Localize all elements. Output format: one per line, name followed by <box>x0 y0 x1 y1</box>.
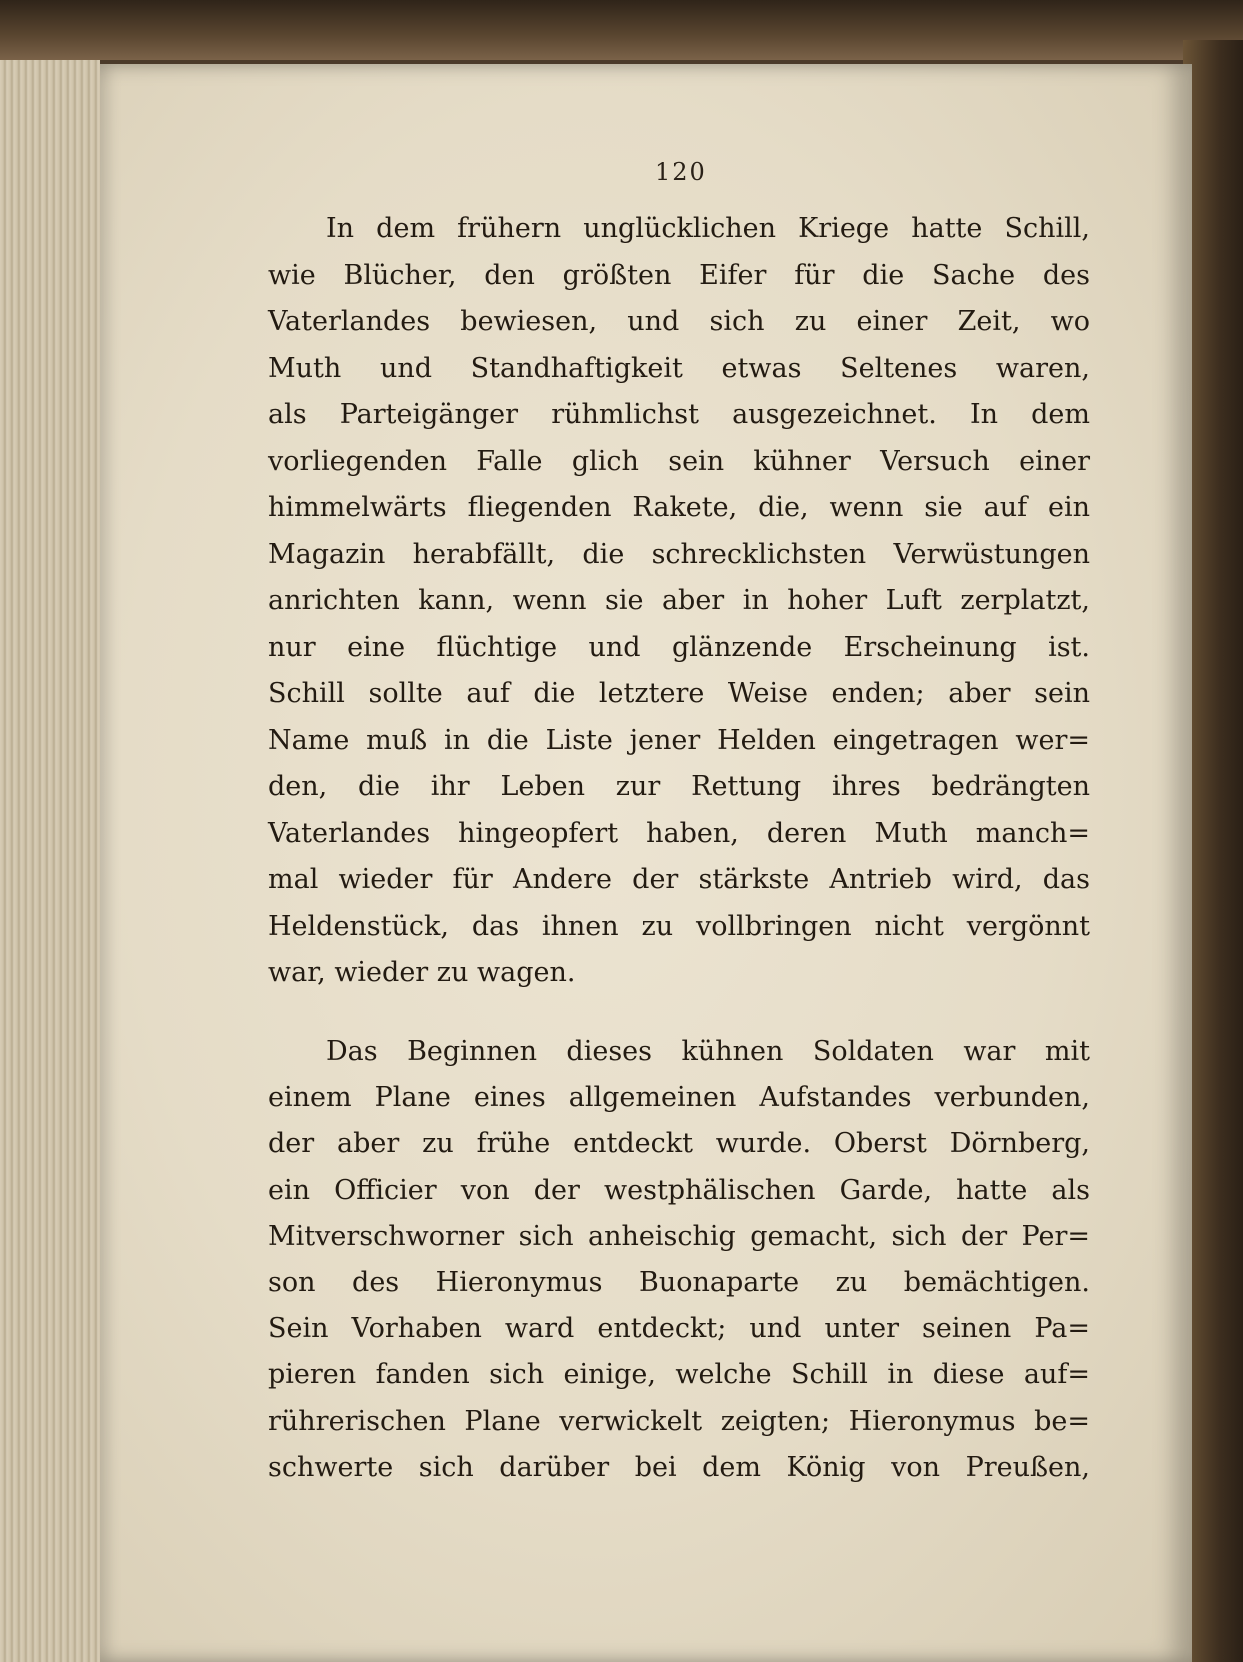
text-line: schwerte sich darüber bei dem König von Preußen, <box>268 1451 1090 1483</box>
page-edges <box>0 60 100 1662</box>
text-line: mal wieder für Andere der stärkste Antrieb wird, das <box>268 864 1090 895</box>
text-line: als Parteigänger rühmlichst ausgezeichnet. In dem <box>268 399 1090 430</box>
text-line: Name muß in die Liste jener Helden eingetragen wer= <box>268 724 1090 756</box>
book-cover-right <box>1183 40 1243 1662</box>
text-line: vorliegenden Falle glich sein kühner Versuch einer <box>268 445 1090 477</box>
text-line: anrichten kann, wenn sie aber in hoher Luft zerplatzt, <box>268 585 1090 616</box>
text-line: son des Hieronymus Buonaparte zu bemächtigen. <box>268 1266 1090 1298</box>
text-line: Magazin herabfällt, die schrecklichsten Verwüstungen <box>268 538 1090 570</box>
text-line: Heldenstück, das ihnen zu vollbringen nicht vergönnt <box>268 910 1090 942</box>
text-line: Das Beginnen dieses kühnen Soldaten war mit <box>326 1036 1090 1067</box>
text-line: war, wieder zu wagen. <box>268 957 576 988</box>
text-line: Muth und Standhaftigkeit etwas Seltenes waren, <box>268 352 1090 384</box>
text-line: In dem frühern unglücklichen Kriege hatte Schill, <box>326 213 1090 244</box>
text-line: himmelwärts fliegenden Rakete, die, wenn sie auf ein <box>268 492 1090 523</box>
text-line: der aber zu frühe entdeckt wurde. Oberst Dörnberg, <box>268 1128 1090 1160</box>
text-line: einem Plane eines allgemeinen Aufstandes verbunden, <box>268 1082 1090 1114</box>
text-line: Sein Vorhaben ward entdeckt; und unter seinen Pa= <box>268 1313 1090 1345</box>
paragraph-1 <box>268 206 1090 997</box>
text-line: pieren fanden sich einige, welche Schill in diese auf= <box>268 1359 1090 1391</box>
paragraph-2 <box>268 1029 1090 1491</box>
text-line: Vaterlandes hingeopfert haben, deren Muth manch= <box>268 817 1090 849</box>
text-line: Mitverschworner sich anheischig gemacht, sich der Per= <box>268 1220 1090 1252</box>
text-line: ein Officier von der westphälischen Garde, hatte als <box>268 1174 1090 1206</box>
page-number: 120 <box>655 158 707 186</box>
text-line: Vaterlandes bewiesen, und sich zu einer Zeit, wo <box>268 306 1090 337</box>
text-line: Schill sollte auf die letztere Weise enden; aber sein <box>268 678 1090 709</box>
text-line: wie Blücher, den größten Eifer für die Sache des <box>268 259 1090 291</box>
book-cover-top <box>0 0 1243 60</box>
text-line: rührerischen Plane verwickelt zeigten; Hieronymus be= <box>268 1405 1090 1437</box>
text-line: den, die ihr Leben zur Rettung ihres bedrängten <box>268 771 1090 802</box>
text-line: nur eine flüchtige und glänzende Erscheinung ist. <box>268 631 1090 663</box>
